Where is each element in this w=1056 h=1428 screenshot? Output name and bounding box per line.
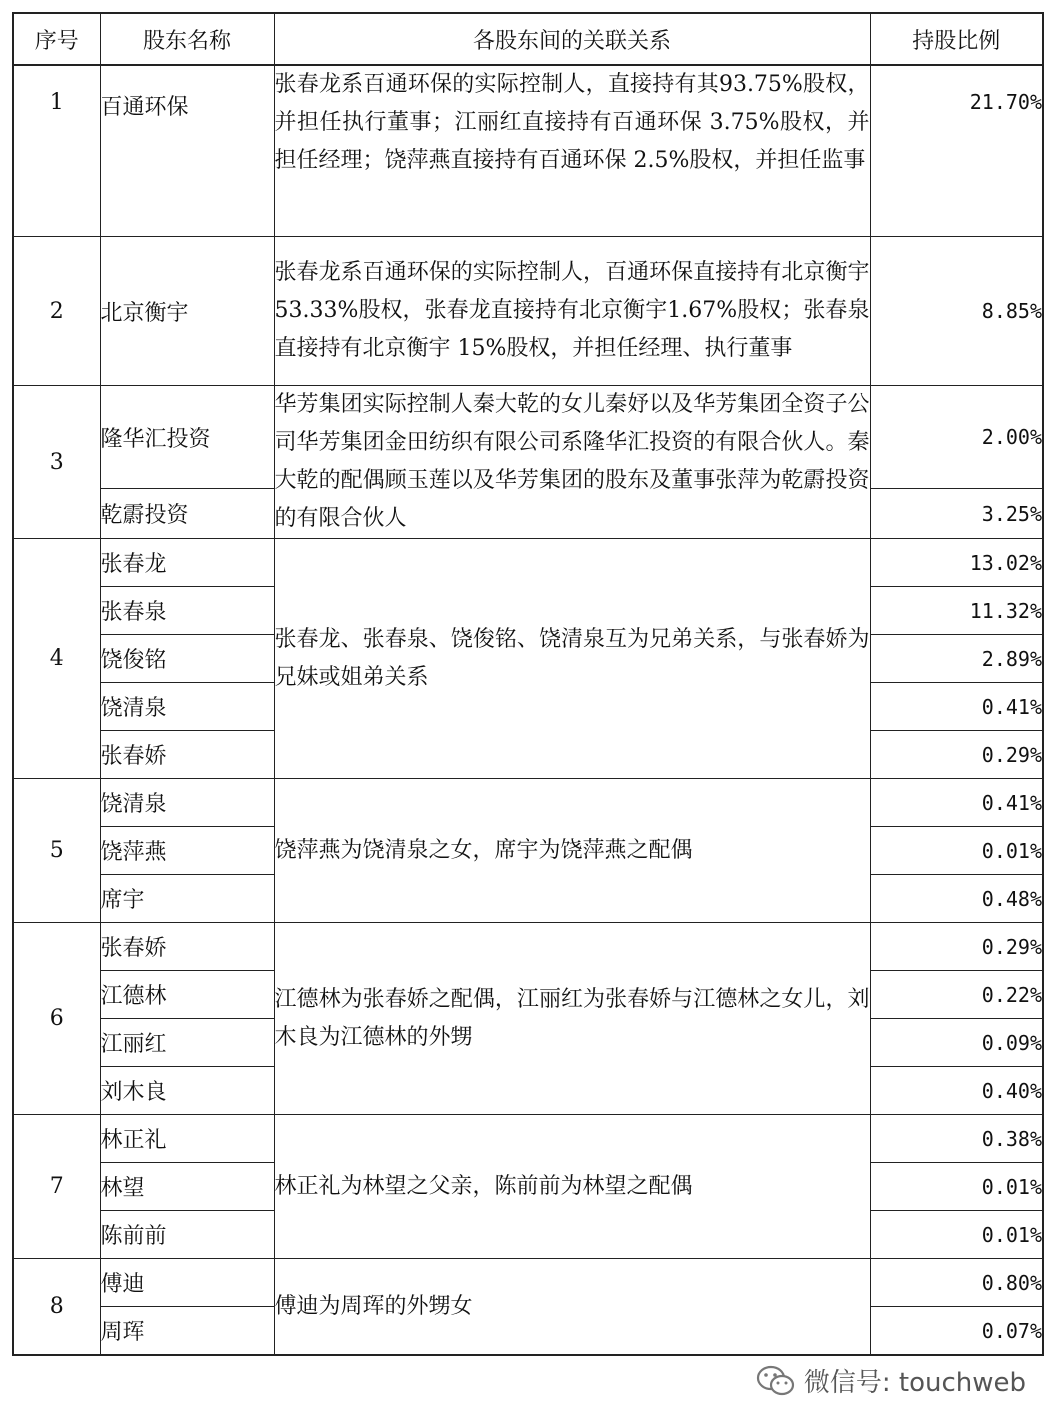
holder-name: 饶清泉 bbox=[100, 683, 274, 731]
holding-ratio: 8.85% bbox=[870, 237, 1043, 386]
table-row bbox=[13, 779, 1043, 827]
group-seq: 6 bbox=[13, 923, 100, 1115]
holder-name: 傅迪 bbox=[100, 1259, 274, 1307]
table-row bbox=[13, 539, 1043, 587]
holder-name: 江德林 bbox=[100, 971, 274, 1019]
group-seq: 1 bbox=[13, 65, 100, 237]
table-row bbox=[13, 237, 1043, 386]
holding-ratio: 0.07% bbox=[870, 1307, 1043, 1356]
table-row bbox=[13, 923, 1043, 971]
holder-name: 刘木良 bbox=[100, 1067, 274, 1115]
relation-text: 江德林为张春娇之配偶，江丽红为张春娇与江德林之女儿，刘木良为江德林的外甥 bbox=[274, 923, 870, 1115]
table-row bbox=[13, 1259, 1043, 1307]
relation-text: 华芳集团实际控制人秦大乾的女儿秦妤以及华芳集团全资子公司华芳集团金田纺织有限公司系隆华汇投资的有限合伙人。秦大乾的配偶顾玉莲以及华芳集团的股东及董事张萍为乾霨投资的有限合伙人 bbox=[274, 386, 870, 539]
holder-name: 林正礼 bbox=[100, 1115, 274, 1163]
holding-ratio: 0.01% bbox=[870, 1163, 1043, 1211]
holder-name: 饶清泉 bbox=[100, 779, 274, 827]
holding-ratio: 0.01% bbox=[870, 827, 1043, 875]
group-seq: 5 bbox=[13, 779, 100, 923]
holder-name: 周珲 bbox=[100, 1307, 274, 1356]
header-ratio: 持股比例 bbox=[870, 13, 1043, 65]
holding-ratio: 0.09% bbox=[870, 1019, 1043, 1067]
group-seq: 3 bbox=[13, 386, 100, 539]
holding-ratio: 21.70% bbox=[870, 65, 1043, 237]
holding-ratio: 0.38% bbox=[870, 1115, 1043, 1163]
group-seq: 2 bbox=[13, 237, 100, 386]
holder-name: 江丽红 bbox=[100, 1019, 274, 1067]
holder-name: 隆华汇投资 bbox=[100, 386, 274, 489]
holding-ratio: 0.29% bbox=[870, 923, 1043, 971]
holding-ratio: 0.29% bbox=[870, 731, 1043, 779]
relation-text: 张春龙系百通环保的实际控制人，直接持有其93.75%股权，并担任执行董事；江丽红直接持有百通环保 3.75%股权，并担任经理；饶萍燕直接持有百通环保 2.5%股权，并担任监事 bbox=[274, 65, 870, 237]
holder-name: 百通环保 bbox=[100, 65, 274, 237]
holding-ratio: 2.89% bbox=[870, 635, 1043, 683]
relation-text: 傅迪为周珲的外甥女 bbox=[274, 1259, 870, 1356]
holder-name: 林望 bbox=[100, 1163, 274, 1211]
wechat-icon bbox=[756, 1364, 796, 1398]
relation-text: 张春龙、张春泉、饶俊铭、饶清泉互为兄弟关系，与张春娇为兄妹或姐弟关系 bbox=[274, 539, 870, 779]
header-relation: 各股东间的关联关系 bbox=[274, 13, 870, 65]
holder-name: 饶萍燕 bbox=[100, 827, 274, 875]
header-name: 股东名称 bbox=[100, 13, 274, 65]
table-row bbox=[13, 65, 1043, 237]
holding-ratio: 0.48% bbox=[870, 875, 1043, 923]
table-row bbox=[13, 386, 1043, 489]
table-row bbox=[13, 1115, 1043, 1163]
holding-ratio: 2.00% bbox=[870, 386, 1043, 489]
holder-name: 陈前前 bbox=[100, 1211, 274, 1259]
holding-ratio: 0.80% bbox=[870, 1259, 1043, 1307]
holder-name: 饶俊铭 bbox=[100, 635, 274, 683]
holding-ratio: 0.40% bbox=[870, 1067, 1043, 1115]
watermark-text: 微信号: touchweb bbox=[803, 1368, 1026, 1398]
holder-name: 席宇 bbox=[100, 875, 274, 923]
holder-name: 张春泉 bbox=[100, 587, 274, 635]
group-seq: 4 bbox=[13, 539, 100, 779]
holder-name: 乾霨投资 bbox=[100, 489, 274, 539]
wechat-watermark bbox=[756, 1362, 1026, 1399]
holder-name: 北京衡宇 bbox=[100, 237, 274, 386]
relation-text: 张春龙系百通环保的实际控制人，百通环保直接持有北京衡宇 53.33%股权，张春龙直接持有北京衡宇1.67%股权；张春泉直接持有北京衡宇 15%股权，并担任经理、执行董事 bbox=[274, 237, 870, 386]
table-header-row bbox=[13, 13, 1043, 65]
holding-ratio: 3.25% bbox=[870, 489, 1043, 539]
group-seq: 8 bbox=[13, 1259, 100, 1356]
holder-name: 张春娇 bbox=[100, 731, 274, 779]
header-seq: 序号 bbox=[13, 13, 100, 65]
holding-ratio: 0.22% bbox=[870, 971, 1043, 1019]
holding-ratio: 13.02% bbox=[870, 539, 1043, 587]
holding-ratio: 11.32% bbox=[870, 587, 1043, 635]
holding-ratio: 0.41% bbox=[870, 683, 1043, 731]
holder-name: 张春龙 bbox=[100, 539, 274, 587]
group-seq: 7 bbox=[13, 1115, 100, 1259]
relation-text: 林正礼为林望之父亲，陈前前为林望之配偶 bbox=[274, 1115, 870, 1259]
holder-name: 张春娇 bbox=[100, 923, 274, 971]
shareholder-relation-table bbox=[12, 12, 1044, 1356]
holding-ratio: 0.41% bbox=[870, 779, 1043, 827]
relation-text: 饶萍燕为饶清泉之女，席宇为饶萍燕之配偶 bbox=[274, 779, 870, 923]
holding-ratio: 0.01% bbox=[870, 1211, 1043, 1259]
